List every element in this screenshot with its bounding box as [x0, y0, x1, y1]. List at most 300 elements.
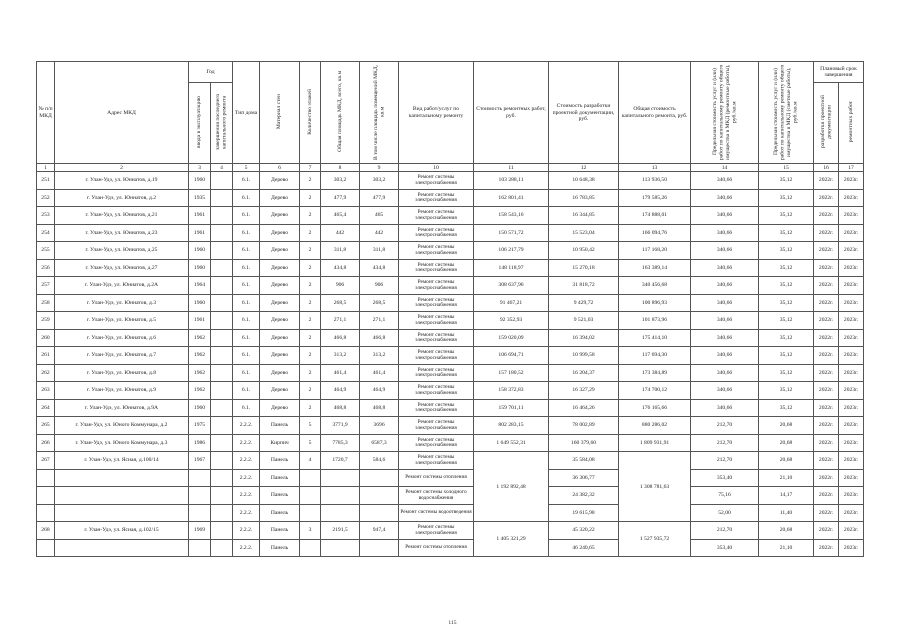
- cell-mat: Дерево: [260, 207, 300, 225]
- cell-total: 1 527 935,72: [619, 522, 691, 557]
- cell-num: 261: [37, 347, 55, 365]
- cell-mat: Дерево: [260, 294, 300, 312]
- cell-res: 465: [360, 207, 399, 225]
- cell-res: 313,2: [360, 347, 399, 365]
- cell-y1: 1975: [189, 417, 211, 435]
- cell-type: 2.2.2.: [233, 539, 260, 557]
- header-total-cost: Общая стоимость капитального ремонта, руб.: [619, 62, 691, 164]
- table-row: [37, 417, 864, 435]
- cell-fl: 5: [300, 434, 321, 452]
- cell-work: Ремонт системы электроснабжения: [399, 434, 474, 452]
- cell-mat: Панель: [260, 452, 300, 470]
- cell-area: 468,8: [321, 399, 360, 417]
- cell-type: 6.1.: [233, 189, 260, 207]
- cell-res: 947,4: [360, 522, 399, 540]
- cell-area: 311,8: [321, 242, 360, 260]
- cell-design: 36 306,77: [549, 469, 619, 487]
- cell-d1: 2022г.: [814, 277, 839, 295]
- cell-d2: 2023г.: [839, 469, 864, 487]
- cell-type: 2.2.2.: [233, 434, 260, 452]
- cell-y1: 1961: [189, 312, 211, 330]
- cell-cost: 1 192 892,48: [474, 452, 549, 522]
- cell-area: 906: [321, 277, 360, 295]
- cell-work: Ремонт системы электроснабжения: [399, 312, 474, 330]
- cell-type: 6.1.: [233, 172, 260, 190]
- cell-num: 266: [37, 434, 55, 452]
- cell-fl-empty: [300, 469, 321, 487]
- cell-addr: г. Улан-Удэ, ул. Юннатов, д.2: [55, 189, 189, 207]
- cell-y2: [211, 259, 233, 277]
- cell-fl: 2: [300, 382, 321, 400]
- cell-lim2: 35,12: [759, 347, 814, 365]
- cell-d1: 2022г.: [814, 224, 839, 242]
- cell-type: 2.2.2.: [233, 487, 260, 505]
- cell-area: 7785,3: [321, 434, 360, 452]
- cell-d1: 2022г.: [814, 399, 839, 417]
- cell-d2: 2023г.: [839, 504, 864, 522]
- column-number: 2: [55, 164, 189, 172]
- cell-lim2: 35,12: [759, 189, 814, 207]
- cell-num: 257: [37, 277, 55, 295]
- cell-cost: 159 020,09: [474, 329, 549, 347]
- cell-res-empty: [360, 504, 399, 522]
- cell-design: 16 344,85: [549, 207, 619, 225]
- cell-d2: 2023г.: [839, 382, 864, 400]
- cell-res-empty: [360, 469, 399, 487]
- cell-work: Ремонт системы электроснабжения: [399, 347, 474, 365]
- cell-fl: 2: [300, 207, 321, 225]
- cell-d2: 2023г.: [839, 259, 864, 277]
- cell-lim2: 35,12: [759, 312, 814, 330]
- cell-y2: [211, 522, 233, 540]
- cell-work: Ремонт системы холодного водоснабжения: [399, 487, 474, 505]
- cell-lim2: 20,68: [759, 522, 814, 540]
- cell-cost: 91 467,21: [474, 294, 549, 312]
- header-year-group: Год: [189, 62, 233, 83]
- cell-area: 268,5: [321, 294, 360, 312]
- table-row: [37, 189, 864, 207]
- cell-cost: 1 405 321,29: [474, 522, 549, 557]
- cell-lim2: 35,12: [759, 329, 814, 347]
- cell-d2: 2023г.: [839, 312, 864, 330]
- cell-res: 3696: [360, 417, 399, 435]
- cell-design: 9 521,03: [549, 312, 619, 330]
- cell-res: 303,2: [360, 172, 399, 190]
- cell-lim2: 35,12: [759, 294, 814, 312]
- cell-lim1: 340,66: [691, 242, 759, 260]
- table-row: [37, 242, 864, 260]
- header-deadline-repair: ремонтных работ: [839, 83, 864, 164]
- cell-design: 16 464,26: [549, 399, 619, 417]
- cell-y1: 1960: [189, 242, 211, 260]
- cell-y2-empty: [211, 487, 233, 505]
- column-number: 16: [814, 164, 839, 172]
- table-row: [37, 364, 864, 382]
- cell-cost: 92 352,93: [474, 312, 549, 330]
- cell-lim1: 340,66: [691, 172, 759, 190]
- cell-mat: Дерево: [260, 399, 300, 417]
- cell-y1: 1935: [189, 189, 211, 207]
- cell-res: 461,4: [360, 364, 399, 382]
- cell-design: 15 523,04: [549, 224, 619, 242]
- cell-d2: 2023г.: [839, 224, 864, 242]
- cell-fl: 5: [300, 417, 321, 435]
- cell-fl-empty: [300, 504, 321, 522]
- cell-lim1: 212,70: [691, 452, 759, 470]
- cell-total: 113 936,50: [619, 172, 691, 190]
- cell-y1: 1962: [189, 364, 211, 382]
- cell-cost: 159 701,11: [474, 399, 549, 417]
- column-number: 10: [399, 164, 474, 172]
- cell-fl: 2: [300, 399, 321, 417]
- cell-y1: 1962: [189, 347, 211, 365]
- cell-num: 260: [37, 329, 55, 347]
- cell-area: 434,8: [321, 259, 360, 277]
- cell-lim1: 340,66: [691, 207, 759, 225]
- table-row: [37, 172, 864, 190]
- cell-design: 46 240,65: [549, 539, 619, 557]
- table-row: [37, 539, 864, 557]
- cell-d2: 2023г.: [839, 417, 864, 435]
- cell-design: 19 615,98: [549, 504, 619, 522]
- cell-work: Ремонт системы электроснабжения: [399, 452, 474, 470]
- cell-d1: 2022г.: [814, 207, 839, 225]
- cell-d2: 2023г.: [839, 189, 864, 207]
- cell-d2: 2023г.: [839, 242, 864, 260]
- cell-d2: 2023г.: [839, 399, 864, 417]
- cell-num: 259: [37, 312, 55, 330]
- table-row: [37, 469, 864, 487]
- cell-d1: 2022г.: [814, 382, 839, 400]
- cell-type: 6.1.: [233, 347, 260, 365]
- table-row: [37, 329, 864, 347]
- cell-d1: 2022г.: [814, 504, 839, 522]
- cell-res: 442: [360, 224, 399, 242]
- cell-total: 176 165,66: [619, 399, 691, 417]
- cell-area: 2191,5: [321, 522, 360, 540]
- cell-d1: 2022г.: [814, 294, 839, 312]
- cell-work: Ремонт системы электроснабжения: [399, 259, 474, 277]
- cell-design: 78 002,89: [549, 417, 619, 435]
- cell-cost: 308 637,96: [474, 277, 549, 295]
- cell-num: 263: [37, 382, 55, 400]
- cell-area: 477,9: [321, 189, 360, 207]
- column-number: 14: [691, 164, 759, 172]
- cell-type: 6.1.: [233, 259, 260, 277]
- table-row: [37, 294, 864, 312]
- cell-mat: Дерево: [260, 259, 300, 277]
- cell-d2: 2023г.: [839, 347, 864, 365]
- cell-y1: 1960: [189, 294, 211, 312]
- cell-design: 15 270,18: [549, 259, 619, 277]
- cell-lim2: 20,68: [759, 417, 814, 435]
- cell-lim2: 35,12: [759, 382, 814, 400]
- cell-lim1: 353,40: [691, 469, 759, 487]
- cell-cost: 150 571,72: [474, 224, 549, 242]
- page-number: 115: [448, 620, 457, 626]
- cell-d1: 2022г.: [814, 189, 839, 207]
- header-deadline-group: Плановый срок завершения: [814, 62, 864, 83]
- cell-cost: 802 283,15: [474, 417, 549, 435]
- table-row: [37, 312, 864, 330]
- cell-num: 264: [37, 399, 55, 417]
- cell-lim1: 340,66: [691, 259, 759, 277]
- cell-total: 880 286,02: [619, 417, 691, 435]
- cell-addr: г. Улан-Удэ, ул. Юннатов, д.5: [55, 312, 189, 330]
- cell-d2: 2023г.: [839, 207, 864, 225]
- cell-work: Ремонт системы электроснабжения: [399, 417, 474, 435]
- column-number: 12: [549, 164, 619, 172]
- cell-y2: [211, 417, 233, 435]
- cell-work: Ремонт системы отопления: [399, 469, 474, 487]
- cell-lim1: 340,66: [691, 382, 759, 400]
- cell-fl: 2: [300, 329, 321, 347]
- cell-addr-empty: [55, 539, 189, 557]
- cell-addr: г. Улан-Удэ, ул. Юннатов, д.27: [55, 259, 189, 277]
- cell-addr: г. Улан-Удэ, ул. Юннатов, д.9А: [55, 399, 189, 417]
- cell-mat: Дерево: [260, 224, 300, 242]
- cell-work: Ремонт системы электроснабжения: [399, 294, 474, 312]
- cell-type: 2.2.2.: [233, 469, 260, 487]
- cell-y1: 1986: [189, 434, 211, 452]
- cell-fl-empty: [300, 487, 321, 505]
- cell-area-empty: [321, 504, 360, 522]
- cell-cost: 106 217,79: [474, 242, 549, 260]
- cell-work: Ремонт системы электроснабжения: [399, 242, 474, 260]
- cell-y2: [211, 329, 233, 347]
- cell-mat: Панель: [260, 522, 300, 540]
- cell-mat: Кирпич: [260, 434, 300, 452]
- cell-num-empty: [37, 504, 55, 522]
- cell-y2: [211, 207, 233, 225]
- cell-type: 6.1.: [233, 294, 260, 312]
- cell-mat: Панель: [260, 539, 300, 557]
- cell-area: 271,1: [321, 312, 360, 330]
- cell-lim1: 340,66: [691, 294, 759, 312]
- cell-y2-empty: [211, 469, 233, 487]
- cell-design: 16 394,02: [549, 329, 619, 347]
- header-address: Адрес МКД: [55, 62, 189, 164]
- cell-lim2: 35,12: [759, 172, 814, 190]
- cell-lim2: 35,12: [759, 224, 814, 242]
- cell-lim1: 52,00: [691, 504, 759, 522]
- cell-num: 254: [37, 224, 55, 242]
- cell-fl: 2: [300, 347, 321, 365]
- cell-d2: 2023г.: [839, 277, 864, 295]
- cell-work: Ремонт системы электроснабжения: [399, 329, 474, 347]
- cell-d2: 2023г.: [839, 452, 864, 470]
- cell-lim2: 35,12: [759, 242, 814, 260]
- cell-lim2: 21,10: [759, 539, 814, 557]
- capital-repair-table: [36, 61, 864, 557]
- cell-d1: 2022г.: [814, 434, 839, 452]
- cell-area: 303,2: [321, 172, 360, 190]
- table-row: [37, 347, 864, 365]
- cell-cost: 162 801,41: [474, 189, 549, 207]
- header-design-cost: Стоимость разработки проектной документации, руб.: [549, 62, 619, 164]
- cell-d1: 2022г.: [814, 347, 839, 365]
- cell-type: 2.2.2.: [233, 504, 260, 522]
- cell-d1: 2022г.: [814, 364, 839, 382]
- table-body: [37, 172, 864, 557]
- cell-y2: [211, 242, 233, 260]
- cell-fl: 4: [300, 452, 321, 470]
- cell-type: 6.1.: [233, 277, 260, 295]
- cell-area-empty: [321, 539, 360, 557]
- cell-lim2: 35,12: [759, 364, 814, 382]
- cell-lim1: 212,70: [691, 522, 759, 540]
- cell-cost: 1 649 552,31: [474, 434, 549, 452]
- cell-addr: г. Улан-Удэ, ул. Юннатов, д.21: [55, 207, 189, 225]
- cell-d2: 2023г.: [839, 487, 864, 505]
- cell-fl: 2: [300, 312, 321, 330]
- table-row: [37, 382, 864, 400]
- cell-type: 6.1.: [233, 382, 260, 400]
- cell-lim1: 340,66: [691, 329, 759, 347]
- cell-addr: г. Улан-Удэ, ул. Юннатов, д.23: [55, 224, 189, 242]
- column-number: 4: [211, 164, 233, 172]
- cell-design: 16 204,37: [549, 364, 619, 382]
- cell-design: 9 429,72: [549, 294, 619, 312]
- cell-res: 434,8: [360, 259, 399, 277]
- cell-d1: 2022г.: [814, 522, 839, 540]
- cell-work: Ремонт системы электроснабжения: [399, 224, 474, 242]
- cell-lim1: 340,66: [691, 399, 759, 417]
- header-residential-area: В том числе площадь помещений МКД, кв.м: [360, 62, 399, 164]
- cell-total: 174 888,01: [619, 207, 691, 225]
- cell-d2: 2023г.: [839, 539, 864, 557]
- cell-res-empty: [360, 539, 399, 557]
- cell-fl-empty: [300, 539, 321, 557]
- cell-work: Ремонт системы электроснабжения: [399, 382, 474, 400]
- cell-d1: 2022г.: [814, 469, 839, 487]
- cell-addr: г. Улан-Удэ, ул. Юннатов, д.2А: [55, 277, 189, 295]
- cell-total: 340 456,68: [619, 277, 691, 295]
- cell-num: 252: [37, 189, 55, 207]
- header-year-commission: ввода в эксплуатацию: [189, 83, 211, 164]
- header-deadline-design: разработки проектной документации: [814, 83, 839, 164]
- cell-total: 100 896,93: [619, 294, 691, 312]
- cell-area: 313,2: [321, 347, 360, 365]
- cell-res: 584,6: [360, 452, 399, 470]
- cell-area: 1720,7: [321, 452, 360, 470]
- cell-work: Ремонт системы отопления: [399, 539, 474, 557]
- cell-lim1: 340,66: [691, 312, 759, 330]
- cell-y2: [211, 224, 233, 242]
- column-number: 11: [474, 164, 549, 172]
- cell-addr: г. Улан-Удэ, ул. Юннатов, д.8: [55, 364, 189, 382]
- cell-design: 45 320,22: [549, 522, 619, 540]
- cell-num: 268: [37, 522, 55, 540]
- cell-work: Ремонт системы электроснабжения: [399, 522, 474, 540]
- header-floors: Количество этажей: [300, 62, 321, 164]
- table-row: [37, 487, 864, 505]
- cell-total: 117 168,20: [619, 242, 691, 260]
- cell-design: 16 327,29: [549, 382, 619, 400]
- column-number: 8: [321, 164, 360, 172]
- cell-type: 6.1.: [233, 364, 260, 382]
- cell-y2: [211, 312, 233, 330]
- cell-design: 16 783,85: [549, 189, 619, 207]
- cell-mat: Дерево: [260, 189, 300, 207]
- cell-num: 265: [37, 417, 55, 435]
- cell-y1: 1969: [189, 522, 211, 540]
- cell-mat: Дерево: [260, 382, 300, 400]
- cell-y1: 1960: [189, 259, 211, 277]
- cell-y2: [211, 172, 233, 190]
- column-number: 15: [759, 164, 814, 172]
- cell-mat: Панель: [260, 487, 300, 505]
- cell-lim2: 11,40: [759, 504, 814, 522]
- cell-lim1: 340,66: [691, 189, 759, 207]
- cell-type: 2.2.2.: [233, 417, 260, 435]
- cell-lim2: 35,12: [759, 259, 814, 277]
- cell-design: 10 999,58: [549, 347, 619, 365]
- cell-total: 1 809 931,91: [619, 434, 691, 452]
- cell-d1: 2022г.: [814, 329, 839, 347]
- cell-d1: 2022г.: [814, 452, 839, 470]
- cell-y2: [211, 189, 233, 207]
- cell-lim2: 35,12: [759, 207, 814, 225]
- cell-fl: 2: [300, 172, 321, 190]
- cell-type: 6.1.: [233, 242, 260, 260]
- cell-fl: 2: [300, 364, 321, 382]
- cell-fl: 2: [300, 224, 321, 242]
- cell-addr-empty: [55, 504, 189, 522]
- cell-area: 464,9: [321, 382, 360, 400]
- column-number: 17: [839, 164, 864, 172]
- table-header: [37, 62, 864, 172]
- column-number: 3: [189, 164, 211, 172]
- cell-y1: 1962: [189, 382, 211, 400]
- cell-y2: [211, 452, 233, 470]
- cell-res: 477,9: [360, 189, 399, 207]
- table-row: [37, 207, 864, 225]
- cell-res: 311,8: [360, 242, 399, 260]
- cell-num-empty: [37, 539, 55, 557]
- cell-num: 258: [37, 294, 55, 312]
- cell-num: 262: [37, 364, 55, 382]
- cell-y1: 1964: [189, 277, 211, 295]
- cell-num: 251: [37, 172, 55, 190]
- column-number: 5: [233, 164, 260, 172]
- cell-lim2: 21,10: [759, 469, 814, 487]
- cell-d2: 2023г.: [839, 434, 864, 452]
- header-repair-cost: Стоимость ремонтных работ, руб.: [474, 62, 549, 164]
- cell-y1: 1961: [189, 207, 211, 225]
- cell-total: 117 694,30: [619, 347, 691, 365]
- cell-lim1: 75,16: [691, 487, 759, 505]
- cell-fl: 3: [300, 522, 321, 540]
- cell-res: 466,8: [360, 329, 399, 347]
- cell-work: Ремонт системы электроснабжения: [399, 172, 474, 190]
- cell-type: 6.1.: [233, 399, 260, 417]
- cell-y1: 1960: [189, 399, 211, 417]
- cell-num-empty: [37, 487, 55, 505]
- cell-type: 6.1.: [233, 224, 260, 242]
- cell-total: 174 700,12: [619, 382, 691, 400]
- cell-work: Ремонт системы электроснабжения: [399, 364, 474, 382]
- cell-res: 468,8: [360, 399, 399, 417]
- cell-fl: 2: [300, 259, 321, 277]
- column-number-row: [37, 164, 864, 172]
- cell-design: 10 648,38: [549, 172, 619, 190]
- cell-type: 6.1.: [233, 312, 260, 330]
- cell-lim2: 14,17: [759, 487, 814, 505]
- header-num: № п/п МКД: [37, 62, 55, 164]
- cell-y2: [211, 277, 233, 295]
- cell-mat: Панель: [260, 504, 300, 522]
